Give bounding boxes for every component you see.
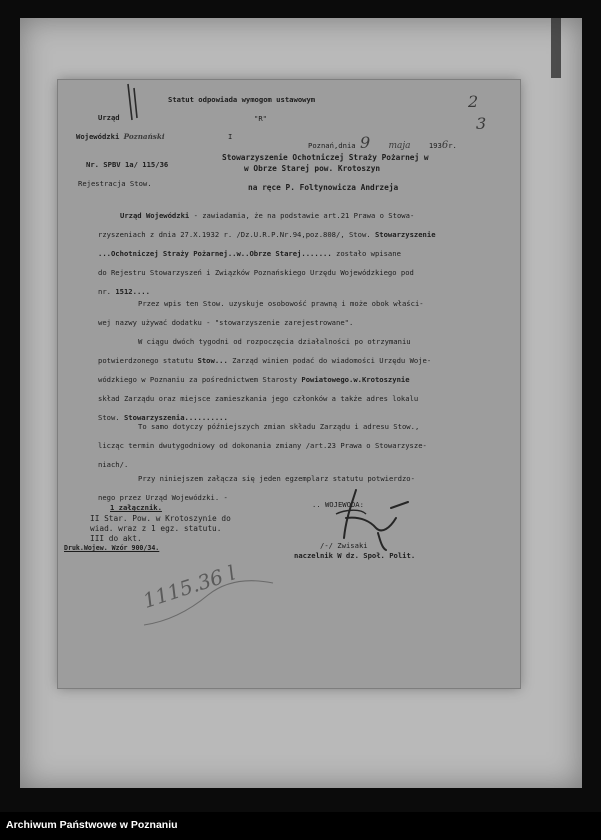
district-office: Powiatowego.w.Krotoszynie [301,375,410,384]
signoff-line-1: .. WOJEWODA: [312,500,364,509]
place-date-prefix: Poznań,dnia [308,141,356,150]
association-name: ...Ochotniczej Straży Pożarnej..w..Obrze Starej....... [98,249,332,258]
copy-line-3: III do akt. [90,534,142,543]
reference-number: Nr. SPBV 1a/ 115/36 [86,160,169,169]
paragraph-1 [98,211,493,296]
date-year-prefix: 193 [428,141,442,150]
form-number: Druk.Wojew. Wzór 900/34. [64,544,160,552]
signoff-line-3: naczelnik W dz. Społ. Polit. [294,551,416,560]
para3-line3-text-a: wódzkiego w Poznaniu za pośrednictwem Starosty [98,375,298,384]
paragraph-5 [98,474,493,502]
para3-line2-text-a: potwierdzonego statutu [98,356,194,365]
addressee-line1: Stowarzyszenie Ochotniczej Straży Pożarnej w [222,153,429,162]
para1-line3-text: zostało wpisane [336,249,401,258]
document-sheet [58,80,520,688]
para3-line2-text-b: Zarząd winien podać do wiadomości Urzędu Woje- [232,356,432,365]
para2-line2: wej nazwy używać dodatku - "stowarzyszenie zarejestrowane". [98,318,354,327]
signoff-line-2: /-/ Zwisaki [320,541,368,550]
para4-line1: To samo dotyczy późniejszych zmian składu Zarządu i adresu Stow., [138,422,420,431]
archive-footer [0,812,601,840]
para1-line1 [98,211,493,220]
pencil-note: 1115.36 l [140,560,239,613]
header-left-line2 [76,132,165,141]
place-date [308,133,457,153]
roman-numeral: I [228,132,233,141]
paragraph-4 [98,422,493,469]
corner-mark: 2 [468,92,479,111]
corner-mark-2: 3 [476,114,487,133]
office-name-bold: Urząd Wojewódzki [120,211,190,220]
header-left-line1: Urząd [98,113,120,122]
para1-line5-prefix: nr. [98,287,111,296]
para3-association: Stowarzyszenia.......... [123,413,228,422]
handwritten-signature [316,488,416,553]
paragraph-3 [98,337,493,422]
para1-line2-text: rzyszeniach z dnia 27.X.1932 r. /Dz.U.R.P.Nr.94,poz.808/, Stow. [98,230,371,239]
para1-line5 [98,287,493,296]
quote-mark: "R" [254,114,267,123]
para3-line5 [98,413,493,422]
date-day: 9 [359,133,371,152]
registry-number: 1512.... [115,287,150,296]
copy-line-1: II Star. Pow. w Krotoszynie do [90,514,231,523]
copy-line-2: wiad. wraz z 1 egz. statutu. [90,524,222,533]
date-month: maja [388,141,411,151]
para5-line1: Przy niniejszem załącza się jeden egzemplarz statutu potwierdzo- [138,474,415,483]
para1-line4: do Rejestru Stowarzyszeń i Związków Poznańskiego Urzędu Wojewódzkiego pod [98,268,414,277]
para1-line1-text: - zawiadamia, że na podstawie art.21 Prawa o Stowa- [193,211,415,220]
para3-line2 [98,356,493,365]
para1-line3 [98,249,493,258]
statute-note: Statut odpowiada wymogom ustawowym [168,95,316,104]
para4-line2: licząc termin dwutygodniowy od dokonania zmiany /art.23 Prawa o Stowarzysze- [98,441,427,450]
pen-stroke-mark [118,82,148,122]
para4-line3: niach/. [98,460,129,469]
addressee-line3: na ręce P. Foltynowicza Andrzeja [248,183,399,192]
header-office-handwritten: Poznański [123,132,165,141]
para3-line3 [98,375,493,384]
association-word: Stowarzyszenie [374,230,436,239]
para3-line4: skład Zarządu oraz miejsce zamieszkania jego członków a także adres lokalu [98,394,419,403]
para1-line2 [98,230,493,239]
date-year-end: r. [448,141,457,150]
addressee-line2: w Obrze Starej pow. Krotoszyn [244,164,381,173]
para3-stow: Stow... [197,356,228,365]
binding-clip [551,18,561,78]
archive-label: Archiwum Państwowe w Poznaniu [6,819,178,831]
para3-line1: W ciągu dwóch tygodni od rozpoczęcia działalności po otrzymaniu [138,337,411,346]
para5-line2: nego przez Urząd Wojewódzki. - [98,493,228,502]
para2-line1: Przez wpis ten Stow. uzyskuje osobowość prawną i może obok właści- [138,299,424,308]
attachment-label: 1 załącznik. [110,503,162,512]
paragraph-2 [98,299,493,327]
header-office-name: Wojewódzki [76,132,120,141]
reference-subject: Rejestracja Stow. [78,179,152,188]
date-year-suffix: 6 [441,140,449,151]
para3-line5-text-a: Stow. [98,413,120,422]
